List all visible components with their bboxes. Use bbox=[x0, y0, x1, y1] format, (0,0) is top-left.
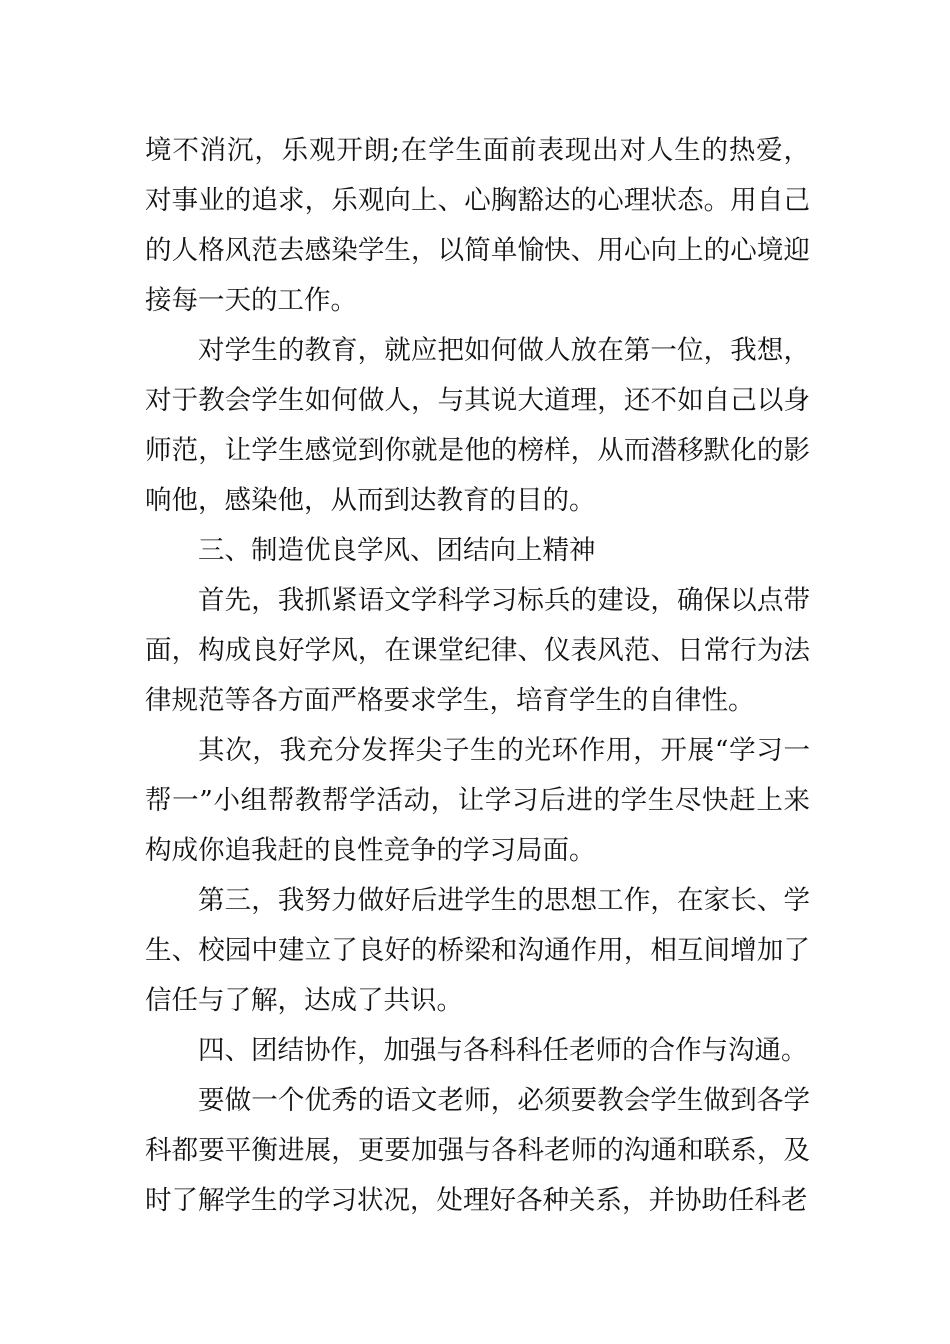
paragraph-6: 第三，我努力做好后进学生的思想工作，在家长、学生、校园中建立了良好的桥梁和沟通作用，相互间增加了信任与了解，达成了共识。 bbox=[145, 885, 810, 1016]
paragraph-8: 要做一个优秀的语文老师，必须要教会学生做到各学科都要平衡进展，更要加强与各科老师的沟通和联系，及时了解学生的学习状况，处理好各种关系，并协助任科老 bbox=[145, 1085, 810, 1216]
paragraph-1: 境不消沉，乐观开朗;在学生面前表现出对人生的热爱，对事业的追求，乐观向上、心胸豁达的心理状态。用自己的人格风范去感染学生，以简单愉快、用心向上的心境迎接每一天的工作。 bbox=[145, 135, 810, 316]
section-heading-3: 三、制造优良学风、团结向上精神 bbox=[198, 535, 596, 566]
paragraph-5: 其次，我充分发挥尖子生的光环作用，开展“学习一帮一”小组帮教帮学活动，让学习后进的学生尽快赶上来构成你追我赶的良性竞争的学习局面。 bbox=[145, 735, 810, 866]
section-heading-4: 四、团结协作，加强与各科科任老师的合作与沟通。 bbox=[198, 1035, 808, 1066]
document-body bbox=[145, 126, 810, 1226]
paragraph-2: 对学生的教育，就应把如何做人放在第一位，我想，对于教会学生如何做人，与其说大道理，还不如自己以身师范，让学生感觉到你就是他的榜样，从而潜移默化的影响他，感染他，从而到达教育的目的。 bbox=[145, 335, 810, 516]
paragraph-4: 首先，我抓紧语文学科学习标兵的建设，确保以点带面，构成良好学风，在课堂纪律、仪表风范、日常行为法律规范等各方面严格要求学生，培育学生的自律性。 bbox=[145, 585, 810, 716]
